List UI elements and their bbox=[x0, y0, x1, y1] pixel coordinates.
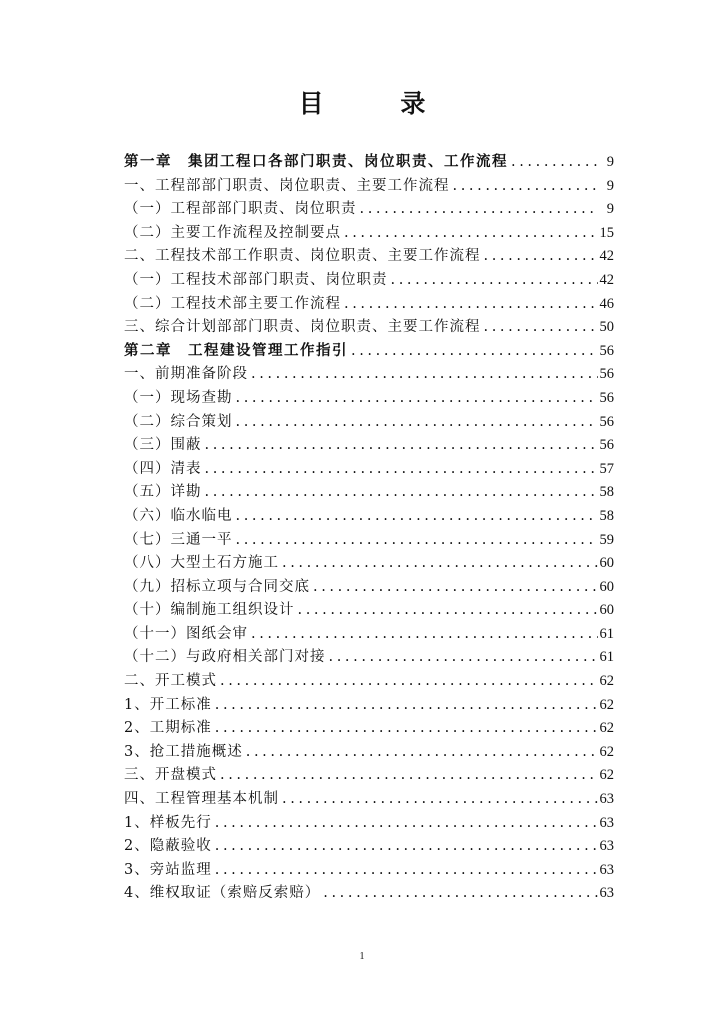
dot-leader bbox=[351, 343, 598, 359]
toc-entry[interactable] bbox=[124, 268, 614, 292]
toc-entry-page-number: 60 bbox=[599, 555, 614, 572]
dot-leader bbox=[236, 390, 598, 406]
toc-entry-label: 第二章 工程建设管理工作指引 bbox=[124, 342, 348, 359]
dot-leader bbox=[484, 319, 598, 335]
toc-entry-label: （十）编制施工组织设计 bbox=[124, 602, 295, 619]
toc-entry-page-number: 63 bbox=[599, 814, 614, 831]
toc-entry-page-number: 59 bbox=[599, 531, 614, 548]
toc-entry[interactable] bbox=[124, 669, 614, 693]
toc-entry[interactable] bbox=[124, 386, 614, 410]
toc-entry-page-number: 56 bbox=[599, 437, 614, 454]
toc-entry[interactable] bbox=[124, 598, 614, 622]
toc-entry-label: 四、工程管理基本机制 bbox=[124, 791, 279, 808]
toc-entry-label: （十二）与政府相关部门对接 bbox=[124, 649, 326, 666]
dot-leader bbox=[313, 579, 598, 595]
toc-entry-label: （二）工程技术部主要工作流程 bbox=[124, 295, 341, 312]
toc-entry-label: （一）现场查勘 bbox=[124, 389, 233, 406]
toc-entry-label: （二）主要工作流程及控制要点 bbox=[124, 224, 341, 241]
toc-entry-page-number: 42 bbox=[599, 271, 614, 288]
toc-entry-label: （四）清表 bbox=[124, 460, 202, 477]
toc-entry[interactable] bbox=[124, 858, 614, 882]
dot-leader bbox=[220, 673, 598, 689]
dot-leader bbox=[360, 201, 599, 217]
dot-leader bbox=[329, 649, 598, 665]
toc-entry-label: （九）招标立项与合同交底 bbox=[124, 578, 310, 595]
toc-entry-page-number: 57 bbox=[599, 460, 614, 477]
dot-leader bbox=[236, 508, 598, 524]
toc-entry[interactable] bbox=[124, 480, 614, 504]
dot-leader bbox=[205, 484, 598, 500]
toc-entry[interactable] bbox=[124, 433, 614, 457]
dot-leader bbox=[236, 414, 598, 430]
toc-entry-page-number: 9 bbox=[606, 201, 614, 218]
toc-entry[interactable] bbox=[124, 244, 614, 268]
toc-entry-label: 2、隐蔽验收 bbox=[124, 838, 212, 855]
toc-entry-label: （五）详勘 bbox=[124, 484, 202, 501]
toc-entry-page-number: 56 bbox=[599, 389, 614, 406]
toc-entry-label: 二、开工模式 bbox=[124, 673, 217, 690]
toc-entry[interactable] bbox=[124, 551, 614, 575]
table-of-contents bbox=[124, 150, 614, 905]
toc-entry-label: 2、工期标准 bbox=[124, 720, 212, 737]
toc-entry[interactable] bbox=[124, 575, 614, 599]
toc-entry-label: 1、开工标准 bbox=[124, 696, 212, 713]
toc-entry-label: 一、工程部部门职责、岗位职责、主要工作流程 bbox=[124, 177, 450, 194]
toc-entry[interactable] bbox=[124, 622, 614, 646]
toc-entry-page-number: 62 bbox=[599, 720, 614, 737]
toc-entry[interactable] bbox=[124, 221, 614, 245]
toc-entry-label: 第一章 集团工程口各部门职责、岗位职责、工作流程 bbox=[124, 154, 508, 170]
toc-entry-page-number: 56 bbox=[599, 366, 614, 383]
toc-chapter-entry[interactable] bbox=[124, 150, 614, 174]
dot-leader bbox=[215, 815, 598, 831]
toc-entry-page-number: 60 bbox=[599, 578, 614, 595]
toc-entry-page-number: 62 bbox=[599, 767, 614, 784]
dot-leader bbox=[246, 744, 598, 760]
toc-entry-label: 二、工程技术部工作职责、岗位职责、主要工作流程 bbox=[124, 248, 481, 265]
toc-entry[interactable] bbox=[124, 645, 614, 669]
toc-entry-page-number: 63 bbox=[599, 838, 614, 855]
toc-chapter-entry[interactable] bbox=[124, 339, 614, 363]
toc-entry[interactable] bbox=[124, 693, 614, 717]
dot-leader bbox=[215, 697, 598, 713]
toc-entry-label: （二）综合策划 bbox=[124, 413, 233, 430]
toc-entry-page-number: 63 bbox=[599, 861, 614, 878]
dot-leader bbox=[344, 225, 598, 241]
dot-leader bbox=[236, 532, 598, 548]
toc-entry-label: （十一）图纸会审 bbox=[124, 625, 248, 642]
toc-entry[interactable] bbox=[124, 528, 614, 552]
toc-entry[interactable] bbox=[124, 410, 614, 434]
toc-entry-page-number: 58 bbox=[599, 484, 614, 501]
toc-entry[interactable] bbox=[124, 197, 614, 221]
dot-leader bbox=[215, 838, 598, 854]
toc-entry[interactable] bbox=[124, 362, 614, 386]
toc-entry-page-number: 42 bbox=[599, 248, 614, 265]
toc-entry-page-number: 56 bbox=[599, 342, 614, 359]
toc-entry[interactable] bbox=[124, 834, 614, 858]
toc-entry-page-number: 62 bbox=[599, 673, 614, 690]
toc-entry[interactable] bbox=[124, 174, 614, 198]
dot-leader bbox=[282, 555, 598, 571]
toc-entry-label: 4、维权取证（索赔反索赔） bbox=[124, 885, 321, 902]
toc-entry[interactable] bbox=[124, 315, 614, 339]
toc-entry-page-number: 9 bbox=[606, 154, 614, 170]
page-number: 1 bbox=[359, 951, 365, 962]
toc-entry-label: （七）三通一平 bbox=[124, 531, 233, 548]
toc-entry[interactable] bbox=[124, 457, 614, 481]
toc-entry-page-number: 62 bbox=[599, 696, 614, 713]
toc-entry-page-number: 15 bbox=[599, 224, 614, 241]
dot-leader bbox=[344, 296, 598, 312]
dot-leader bbox=[251, 626, 598, 642]
toc-entry[interactable] bbox=[124, 881, 614, 905]
dot-leader bbox=[205, 437, 598, 453]
toc-entry-label: 一、前期准备阶段 bbox=[124, 366, 248, 383]
toc-entry[interactable] bbox=[124, 763, 614, 787]
toc-entry[interactable] bbox=[124, 716, 614, 740]
toc-entry-label: 三、开盘模式 bbox=[124, 767, 217, 784]
toc-entry[interactable] bbox=[124, 740, 614, 764]
dot-leader bbox=[205, 461, 598, 477]
toc-entry-label: 3、抢工措施概述 bbox=[124, 743, 243, 760]
toc-entry-label: 1、样板先行 bbox=[124, 814, 212, 831]
toc-entry-label: （三）围蔽 bbox=[124, 437, 202, 454]
toc-entry-page-number: 46 bbox=[599, 295, 614, 312]
dot-leader bbox=[298, 602, 598, 618]
dot-leader bbox=[215, 720, 598, 736]
toc-entry-page-number: 61 bbox=[599, 625, 614, 642]
dot-leader bbox=[453, 178, 599, 194]
toc-entry-page-number: 50 bbox=[599, 319, 614, 336]
toc-entry-label: （八）大型土石方施工 bbox=[124, 555, 279, 572]
toc-entry-page-number: 58 bbox=[599, 507, 614, 524]
toc-entry-page-number: 61 bbox=[599, 649, 614, 666]
dot-leader bbox=[251, 366, 598, 382]
toc-entry-label: （六）临水临电 bbox=[124, 507, 233, 524]
toc-entry-page-number: 63 bbox=[599, 791, 614, 808]
dot-leader bbox=[220, 767, 598, 783]
toc-entry[interactable] bbox=[124, 787, 614, 811]
dot-leader bbox=[215, 862, 598, 878]
toc-entry-label: （一）工程部部门职责、岗位职责 bbox=[124, 201, 357, 218]
dot-leader bbox=[511, 154, 598, 170]
toc-entry[interactable] bbox=[124, 292, 614, 316]
toc-entry[interactable] bbox=[124, 504, 614, 528]
dot-leader bbox=[282, 791, 598, 807]
toc-entry-page-number: 63 bbox=[599, 885, 614, 902]
toc-entry-page-number: 9 bbox=[606, 177, 614, 194]
toc-entry-page-number: 60 bbox=[599, 602, 614, 619]
dot-leader bbox=[391, 272, 598, 288]
toc-entry-label: 3、旁站监理 bbox=[124, 861, 212, 878]
dot-leader bbox=[323, 885, 597, 901]
toc-entry-page-number: 56 bbox=[599, 413, 614, 430]
toc-entry-label: 三、综合计划部部门职责、岗位职责、主要工作流程 bbox=[124, 319, 481, 336]
page-title: 目 录 bbox=[298, 89, 460, 118]
dot-leader bbox=[484, 248, 598, 264]
toc-entry-page-number: 62 bbox=[599, 743, 614, 760]
toc-entry[interactable] bbox=[124, 811, 614, 835]
toc-entry-label: （一）工程技术部部门职责、岗位职责 bbox=[124, 271, 388, 288]
